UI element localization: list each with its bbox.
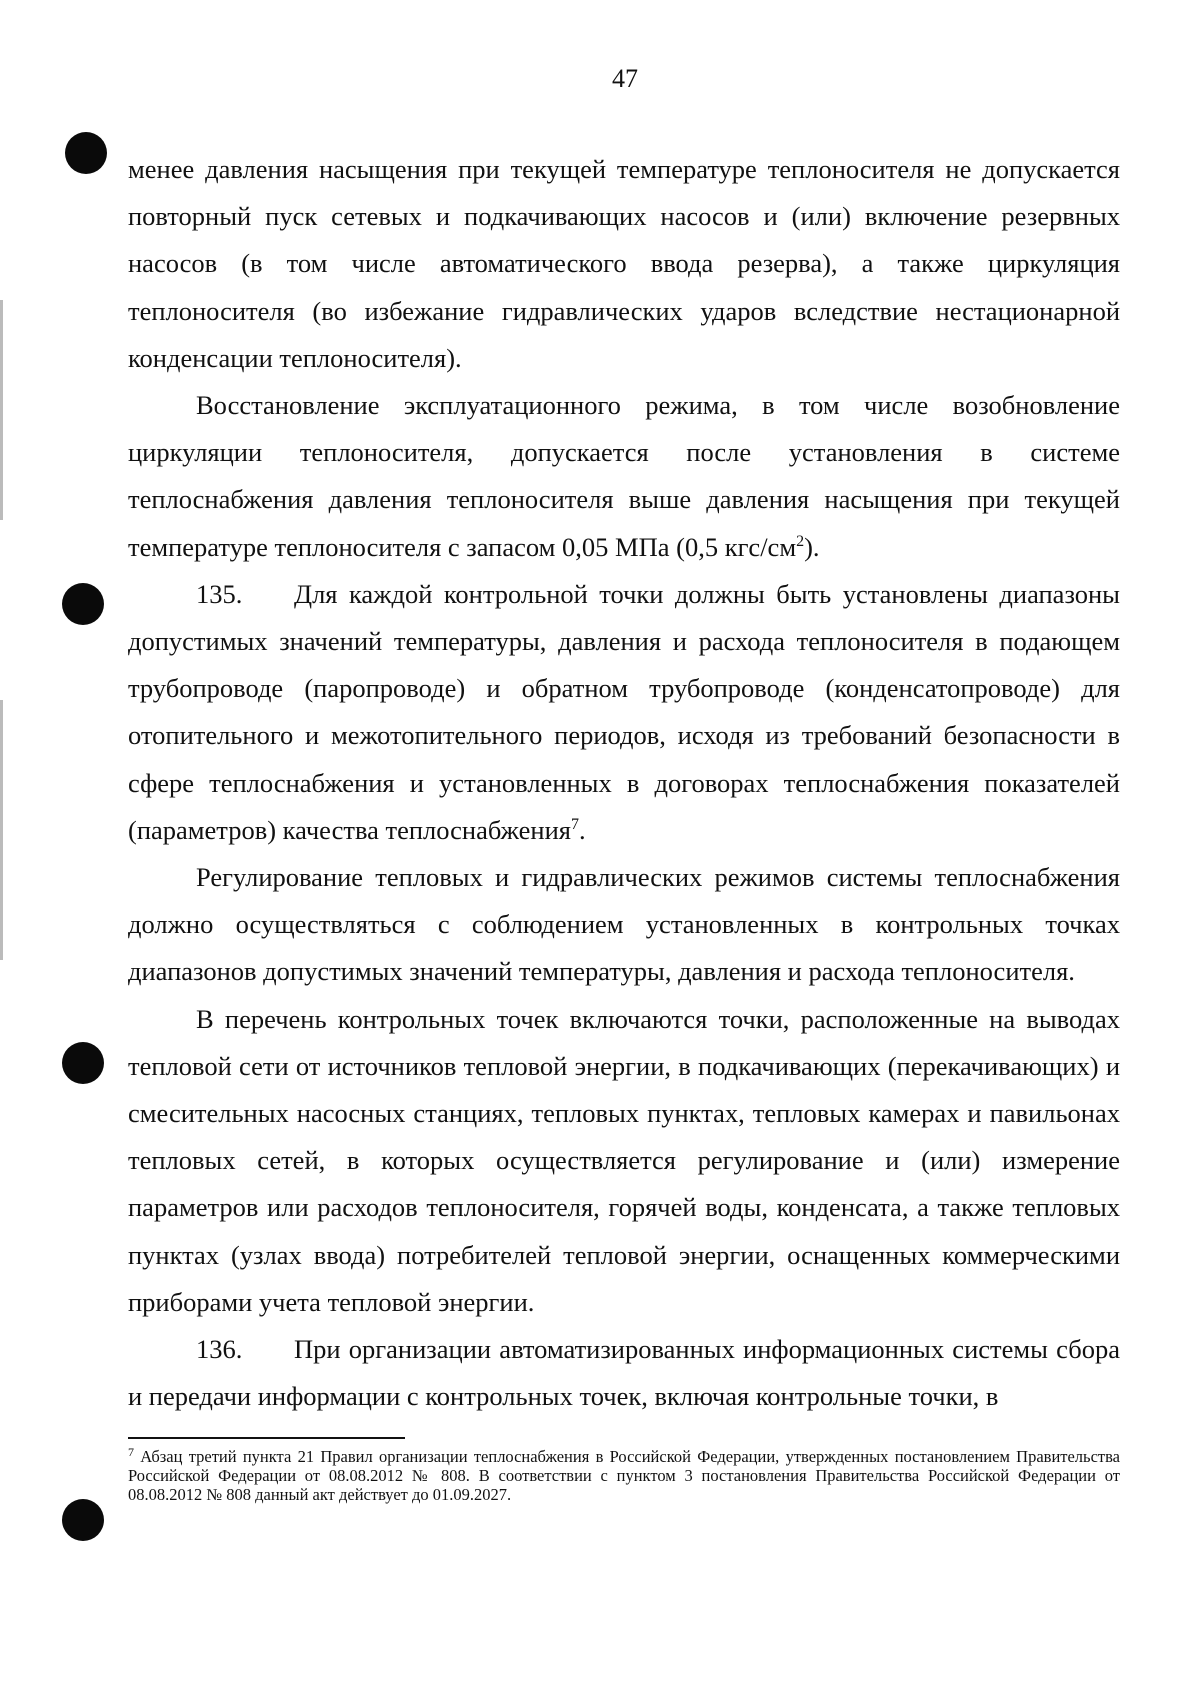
body-text bbox=[128, 146, 1120, 1420]
paragraph: менее давления насыщения при текущей температуре теплоносителя не допускается повторный пуск сетевых и подкачивающих насосов и (или) включение резервных насосов (в том числе автоматического ввода резерва), а также циркуляция теплоносителя (во избежание гидравлических ударов вследствие нестационарной конденсации теплоносителя). bbox=[128, 154, 1120, 373]
paragraph: Регулирование тепловых и гидравлических режимов системы теплоснабжения должно осуществляться с соблюдением установленных в контрольных точках диапазонов допустимых значений температуры, давления и расхода теплоносителя. bbox=[128, 862, 1120, 987]
paragraph-item-136 bbox=[128, 1326, 1120, 1420]
punch-hole-4 bbox=[62, 1499, 104, 1541]
footnote-separator bbox=[128, 1437, 405, 1439]
item-number: 136. bbox=[196, 1334, 243, 1365]
page-number: 47 bbox=[612, 64, 638, 93]
superscript: 2 bbox=[796, 532, 805, 550]
footnote-mark: 7 bbox=[128, 1445, 134, 1459]
footnote-text: Абзац третий пункта 21 Правил организации теплоснабжения в Российской Федерации, утвержденных постановлением Правительства Российской Федерации от 08.08.2012 № 808. В соответствии с пунктом 3 постановления Правительства Российской Федерации от 08.08.2012 № 808 данный акт действует до 01.09.2027. bbox=[128, 1447, 1120, 1504]
footnote-ref: 7 bbox=[570, 815, 579, 833]
punch-hole-1 bbox=[65, 132, 107, 174]
punch-hole-3 bbox=[62, 1042, 104, 1084]
item-number: 135. bbox=[196, 578, 243, 609]
paragraph-text: Восстановление эксплуатационного режима, в том числе возобновление циркуляции теплоносителя, допускается после установления в системе теплоснабжения давления теплоносителя выше давления насыщения при текущей температуре теплоносителя с запасом 0,05 МПа (0,5 кгс/см bbox=[128, 390, 1120, 562]
punch-hole-2 bbox=[62, 583, 104, 625]
footnote bbox=[128, 1447, 1120, 1504]
paragraph-text: . bbox=[578, 814, 586, 845]
scan-edge-mark bbox=[0, 700, 3, 960]
paragraph: В перечень контрольных точек включаются точки, расположенные на выводах тепловой сети от источников тепловой энергии, в подкачивающих (перекачивающих) и смесительных насосных станциях, тепловых пунктах, тепловых камерах и павильонах тепловых сетей, в которых осуществляется регулирование и (или) измерение параметров или расходов теплоносителя, горячей воды, конденсата, а также тепловых пунктах (узлах ввода) потребителей тепловой энергии, оснащенных коммерческими приборами учета тепловой энергии. bbox=[128, 1003, 1120, 1317]
scan-edge-mark bbox=[0, 300, 3, 520]
paragraph-text: ). bbox=[804, 531, 820, 562]
paragraph-item-135 bbox=[128, 571, 1120, 854]
paragraph bbox=[128, 382, 1120, 571]
paragraph-text: При организации автоматизированных информационных системы сбора и передачи информации с контрольных точек, включая контрольные точки, в bbox=[128, 1334, 1120, 1412]
paragraph-text: Для каждой контрольной точки должны быть установлены диапазоны допустимых значений температуры, давления и расхода теплоносителя в подающем трубопроводе (паропроводе) и обратном трубопроводе (конденсатопроводе) для отопительного и межотопительного периодов, исходя из требований безопасности в сфере теплоснабжения и установленных в договорах теплоснабжения показателей (параметров) качества теплоснабжения bbox=[128, 578, 1120, 845]
